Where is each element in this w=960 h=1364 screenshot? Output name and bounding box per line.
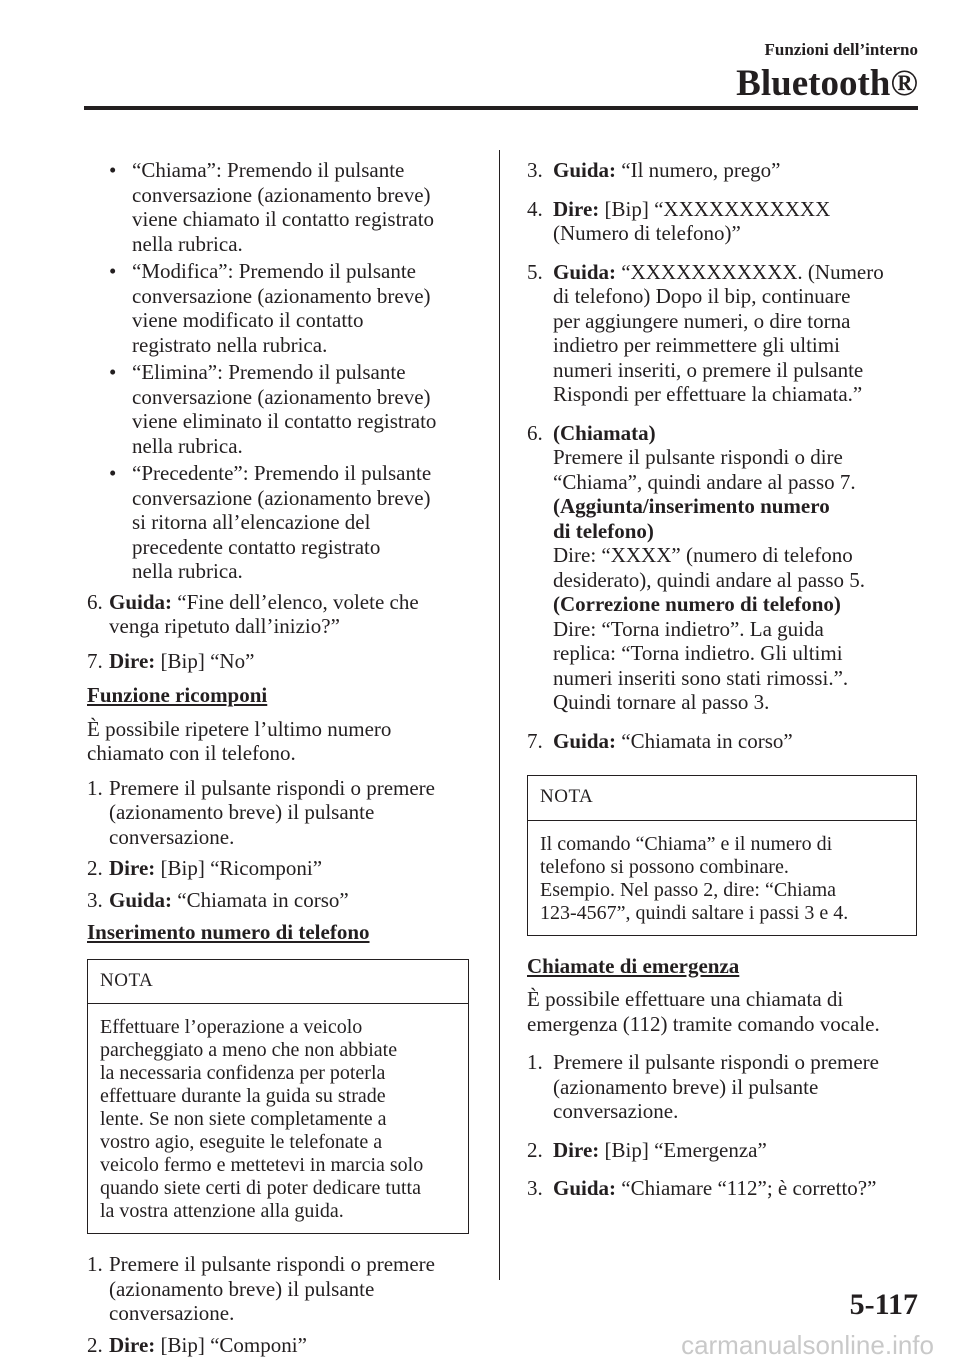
step-3: 3. Guida: “Il numero, prego” xyxy=(527,158,781,182)
redial-intro: È possibile ripetere l’ultimo numero chiamato con il telefono. xyxy=(87,716,392,765)
step-6-options: 6. (Chiamata) Premere il pulsante rispondi o dire “Chiama”, quindi andare al passo 7. (Aggiunta/inserimento numero di telefono) Dire: “XXXX” (numero di telefono desiderato), quindi andare al passo 5. (Correzione numero di telefono) Dire: “Torna indietro”. La guida replica: “Torna indietro. Gli ultimi numeri inseriti sono stati rimossi.”. Quindi tornare al passo 3. xyxy=(527,420,865,714)
note-body: Il comando “Chiama” e il numero di telefono si possono combinare. Esempio. Nel passo 2, dire: “Chiama 123-4567”, quindi saltare i passi 3 e 4. xyxy=(540,832,849,924)
phone-step-1: 1. Premere il pulsante rispondi o premere (azionamento breve) il pulsante conversazione. xyxy=(87,1252,435,1325)
step-5: 5. Guida: “XXXXXXXXXXX. (Numero di telefono) Dopo il bip, continuare per aggiungere numeri, o dire torna indietro per reimmettere gli ultimi numeri inseriti, o premere il pulsante Rispondi per effettuare la chiamata.” xyxy=(527,259,884,406)
note-box xyxy=(87,959,469,1235)
emergency-step-2: 2. Dire: [Bip] “Emergenza” xyxy=(527,1137,767,1162)
step-6: 6. Guida: “Fine dell’elenco, volete che venga ripetuto dall’inizio?” xyxy=(87,589,419,638)
bullet-item: • “Chiama”: Premendo il pulsante conversazione (azionamento breve) viene chiamato il contatto registrato nella rubrica. xyxy=(109,158,435,256)
emergency-step-1: 1. Premere il pulsante rispondi o premere (azionamento breve) il pulsante conversazione. xyxy=(527,1050,879,1123)
step-4: 4. Dire: [Bip] “XXXXXXXXXXX (Numero di telefono)” xyxy=(527,196,831,245)
bullet-item: • “Modifica”: Premendo il pulsante conversazione (azionamento breve) viene modificato il contatto registrato nella rubrica. xyxy=(109,259,431,357)
watermark: carmanualsonline.info xyxy=(681,1330,934,1360)
redial-heading: Funzione ricomponi xyxy=(87,683,268,707)
page-number: 5-117 xyxy=(849,1288,918,1321)
step-7: 7. Dire: [Bip] “No” xyxy=(87,648,255,673)
left-column xyxy=(87,158,469,1364)
phone-entry-heading: Inserimento numero di telefono xyxy=(87,920,370,944)
section-title: Funzioni dell’interno xyxy=(764,40,918,59)
page-title: Bluetooth® xyxy=(736,63,918,104)
bullet-item: • “Precedente”: Premendo il pulsante conversazione (azionamento breve) si ritorna all’elencazione del precedente contatto registrato nella rubrica. xyxy=(109,461,432,583)
redial-step-3: 3. Guida: “Chiamata in corso” xyxy=(87,887,349,912)
note-box xyxy=(527,775,917,936)
redial-step-1: 1. Premere il pulsante rispondi o premere (azionamento breve) il pulsante conversazione. xyxy=(87,775,435,849)
note-title: NOTA xyxy=(528,776,916,821)
bullet-item: • “Elimina”: Premendo il pulsante conversazione (azionamento breve) viene eliminato il contatto registrato nella rubrica. xyxy=(109,360,437,458)
phone-step-2: 2. Dire: [Bip] “Componi” xyxy=(87,1332,307,1357)
bullet-icon: • xyxy=(109,360,117,384)
emergency-intro: È possibile effettuare una chiamata di emergenza (112) tramite comando vocale. xyxy=(527,987,880,1036)
note-title: NOTA xyxy=(88,960,468,1005)
emergency-step-3: 3. Guida: “Chiamare “112”; è corretto?” xyxy=(527,1176,877,1200)
bullet-icon: • xyxy=(109,158,117,182)
emergency-heading: Chiamate di emergenza xyxy=(527,953,740,978)
redial-step-2: 2. Dire: [Bip] “Ricomponi” xyxy=(87,856,323,880)
bullet-icon: • xyxy=(109,259,117,283)
note-body: Effettuare l’operazione a veicolo parcheggiato a meno che non abbiate la necessaria confidenza per poterla effettuare durante la guida su strade lente. Se non siete completamente a vostro agio, eseguite le telefonate a veicolo fermo e mettetevi in marcia solo quando siete certi di poter dedicare tutta la vostra attenzione alla guida. xyxy=(100,1016,424,1222)
step-7: 7. Guida: “Chiamata in corso” xyxy=(527,728,793,753)
column-divider xyxy=(499,150,500,1280)
header-rule xyxy=(84,106,918,110)
bullet-icon: • xyxy=(109,461,117,485)
right-column xyxy=(527,158,917,1215)
